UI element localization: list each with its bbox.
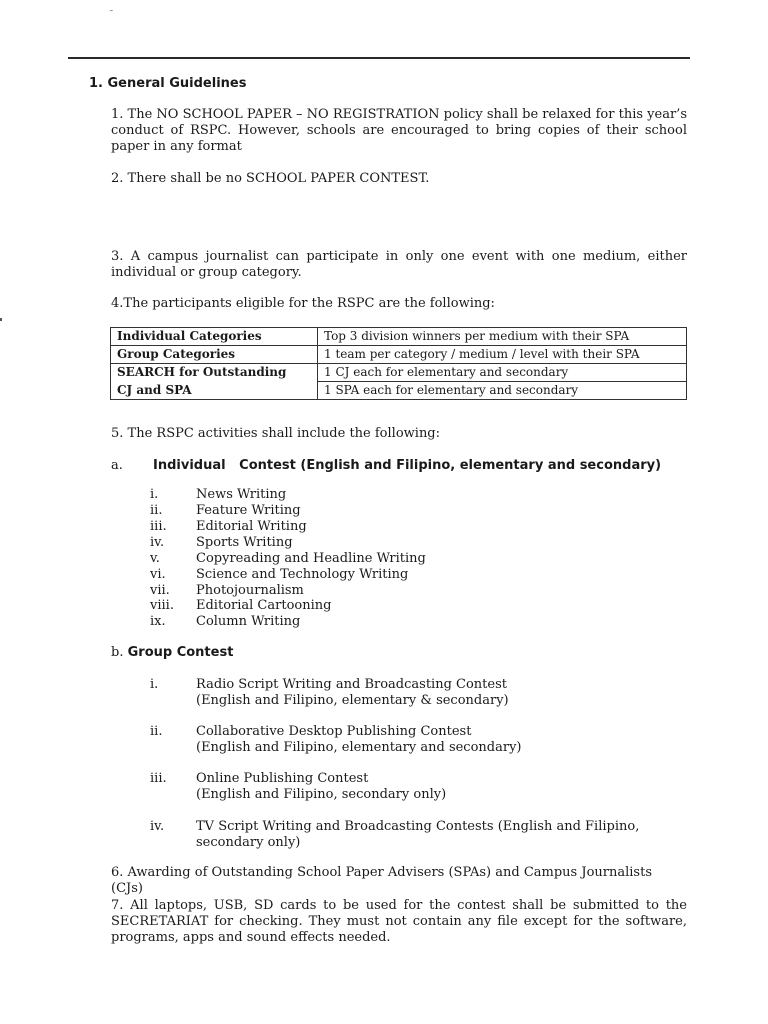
group-item-num: ii. (150, 724, 163, 739)
group-item-title: Online Publishing Contest (196, 771, 369, 786)
individual-item-num: v. (150, 551, 160, 566)
table-participants: 1 team per category / medium / level with their SPA (318, 346, 687, 364)
scan-tick (0, 318, 2, 321)
individual-item: Photojournalism (196, 583, 304, 598)
group-item (196, 724, 688, 756)
individual-item: Copyreading and Headline Writing (196, 551, 426, 566)
section-heading (89, 76, 246, 92)
eligibility-table (110, 327, 687, 400)
group-heading (111, 645, 233, 661)
individual-item-num: i. (150, 487, 159, 502)
individual-letter: a. (111, 458, 123, 473)
table-participants: 1 SPA each for elementary and secondary (318, 382, 687, 400)
individual-item: Editorial Cartooning (196, 598, 332, 613)
group-item-detail: (English and Filipino, elementary and secondary) (196, 740, 522, 755)
group-item-title: Collaborative Desktop Publishing Contest (196, 724, 472, 739)
group-heading-text: Group Contest (127, 645, 234, 660)
table-row (111, 382, 687, 400)
individual-item-num: iv. (150, 535, 165, 550)
group-item: TV Script Writing and Broadcasting Contests (English and Filipino, secondary only) (196, 819, 640, 850)
table-category: Individual Categories (111, 328, 318, 346)
group-letter: b. (111, 645, 124, 660)
section-number: 1. (89, 76, 103, 91)
individual-item-num: ix. (150, 614, 166, 629)
individual-item: Column Writing (196, 614, 301, 629)
table-participants: Top 3 division winners per medium with their SPA (318, 328, 687, 346)
group-item-detail: (English and Filipino, elementary & secondary) (196, 693, 509, 708)
individual-item: Science and Technology Writing (196, 567, 409, 582)
individual-item-num: iii. (150, 519, 167, 534)
group-item-num: iii. (150, 771, 167, 786)
table-row (111, 346, 687, 364)
individual-heading-rest: Contest (English and Filipino, elementary and secondary) (239, 458, 662, 473)
guideline-4: 4.The participants eligible for the RSPC are the following: (111, 296, 495, 311)
individual-item: Feature Writing (196, 503, 301, 518)
individual-item: Editorial Writing (196, 519, 307, 534)
guideline-7: 7. All laptops, USB, SD cards to be used for the contest shall be submitted to the SECRETARIAT for checking. They must not contain any file except for the software, programs, apps and sound effects needed. (111, 898, 687, 945)
individual-item-num: vii. (150, 583, 170, 598)
individual-heading-word: Individual (153, 458, 226, 473)
guideline-5: 5. The RSPC activities shall include the following: (111, 426, 441, 441)
table-row (111, 364, 687, 382)
individual-item-num: vi. (150, 567, 166, 582)
individual-item: News Writing (196, 487, 287, 502)
guideline-1: 1. The NO SCHOOL PAPER – NO REGISTRATION policy shall be relaxed for this year’s conduct of RSPC. However, schools are encouraged to bring copies of their school paper in any format (111, 107, 687, 154)
table-category: Group Categories (111, 346, 318, 364)
individual-item: Sports Writing (196, 535, 293, 550)
individual-heading (153, 458, 661, 474)
group-item-title: Radio Script Writing and Broadcasting Contest (196, 677, 507, 692)
group-item-num: iv. (150, 819, 165, 834)
guideline-3: 3. A campus journalist can participate in only one event with one medium, either individual or group category. (111, 249, 687, 280)
guideline-2: 2. There shall be no SCHOOL PAPER CONTEST. (111, 171, 430, 186)
individual-item-num: viii. (150, 598, 174, 613)
group-item (196, 771, 688, 803)
section-title: General Guidelines (107, 76, 247, 91)
table-category: CJ and SPA (111, 382, 318, 400)
group-item-detail: (English and Filipino, secondary only) (196, 787, 447, 802)
individual-item-num: ii. (150, 503, 163, 518)
table-participants: 1 CJ each for elementary and secondary (318, 364, 687, 382)
group-item-num: i. (150, 677, 159, 692)
guideline-6: 6. Awarding of Outstanding School Paper Advisers (SPAs) and Campus Journalists (CJs) (111, 865, 652, 896)
table-row (111, 328, 687, 346)
header-rule (68, 57, 690, 59)
table-category: SEARCH for Outstanding (111, 364, 318, 382)
scan-mark: ˜ (109, 10, 114, 20)
group-item (196, 677, 688, 709)
